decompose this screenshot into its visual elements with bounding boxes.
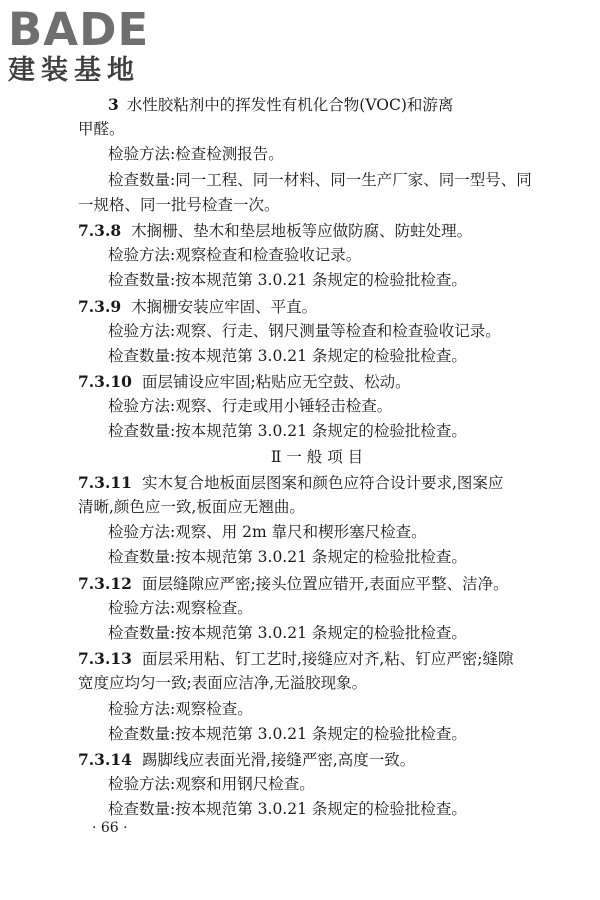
indented-line [78,722,556,747]
line-text: 检验方法:观察检查和检查验收记录。 [108,246,362,265]
indented-line [78,268,556,293]
indented-line [78,394,556,419]
item-number: 3 [108,95,119,114]
clause-line [78,571,556,596]
line-text: 检查数量:按本规范第 3.0.21 条规定的检验批检查。 [108,271,467,290]
page-number: · 66 · [92,820,128,836]
clause-number: 7.3.11 [78,472,132,492]
continuation-line [78,193,556,218]
line-text: 检查数量:按本规范第 3.0.21 条规定的检验批检查。 [108,346,467,365]
line-text: 检验方法:观察、行走、钢尺测量等检查和检查验收记录。 [108,321,501,340]
clause-number: 7.3.9 [78,296,122,316]
line-text: 木搁栅、垫木和垫层地板等应做防腐、防蛀处理。 [131,221,473,240]
line-text: 实木复合地板面层图案和颜色应符合设计要求,图案应 [141,473,504,492]
line-text: 检验方法:观察检查。 [108,699,253,718]
continuation-line [78,117,556,142]
line-text: 木搁栅安装应牢固、平直。 [131,297,318,316]
clause-number: 7.3.14 [78,749,132,769]
indented-line [78,772,556,797]
indented-line [78,545,556,570]
clause-line [78,369,556,394]
line-text: 检查数量:同一工程、同一材料、同一生产厂家、同一型号、同 [108,170,532,189]
line-text: 检查数量:按本规范第 3.0.21 条规定的检验批检查。 [108,548,467,567]
line-text: 检查数量:按本规范第 3.0.21 条规定的检验批检查。 [108,422,467,441]
clause-number: 7.3.10 [78,372,132,392]
clause-line [78,646,556,671]
line-text: 甲醛。 [78,120,125,139]
line-text: 检验方法:观察、行走或用小锤轻击检查。 [108,397,393,416]
document-body [78,92,556,822]
indented-line [78,621,556,646]
line-text: 踢脚线应表面光滑,接缝严密,高度一致。 [141,750,416,769]
line-text: 一规格、同一批号检查一次。 [78,195,280,214]
line-text: 面层铺设应牢固;粘贴应无空鼓、松动。 [141,373,411,392]
logo-wordmark: BADE [8,3,150,56]
clause-number: 7.3.8 [78,220,122,240]
clause-line [78,470,556,495]
line-text: Ⅱ 一 般 项 目 [270,447,364,466]
line-text: 水性胶粘剂中的挥发性有机化合物(VOC)和游离 [126,96,454,114]
item-line [78,92,556,117]
indented-line [78,419,556,444]
indented-line [78,520,556,545]
line-text: 检查数量:按本规范第 3.0.21 条规定的检验批检查。 [108,800,467,819]
line-text: 检验方法:检查检测报告。 [108,145,284,164]
indented-line [78,596,556,621]
indented-line [78,344,556,369]
line-text: 检验方法:观察、用 2m 靠尺和楔形塞尺检查。 [108,523,427,542]
indented-line [78,168,556,193]
indented-line [78,142,556,167]
bade-logo [8,3,178,88]
indented-line [78,697,556,722]
clause-number: 7.3.13 [78,649,132,669]
line-text: 面层缝隙应严密;接头位置应错开,表面应平整、洁净。 [141,574,509,593]
clause-line [78,747,556,772]
continuation-line [78,495,556,520]
logo-tagline: 建装基地 [8,55,140,86]
section-heading [78,445,556,470]
line-text: 清晰,颜色应一致,板面应无翘曲。 [78,498,305,516]
line-text: 宽度应均匀一致;表面应洁净,无溢胶现象。 [78,674,368,693]
line-text: 检查数量:按本规范第 3.0.21 条规定的检验批检查。 [108,724,467,743]
clause-line [78,218,556,243]
indented-line [78,797,556,822]
line-text: 面层采用粘、钉工艺时,接缝应对齐,粘、钉应严密;缝隙 [141,650,514,669]
clause-number: 7.3.12 [78,573,132,593]
line-text: 检验方法:观察和用钢尺检查。 [108,775,315,794]
line-text: 检查数量:按本规范第 3.0.21 条规定的检验批检查。 [108,623,467,642]
clause-line [78,294,556,319]
line-text: 检验方法:观察检查。 [108,598,253,617]
continuation-line [78,671,556,696]
indented-line [78,243,556,268]
indented-line [78,319,556,344]
